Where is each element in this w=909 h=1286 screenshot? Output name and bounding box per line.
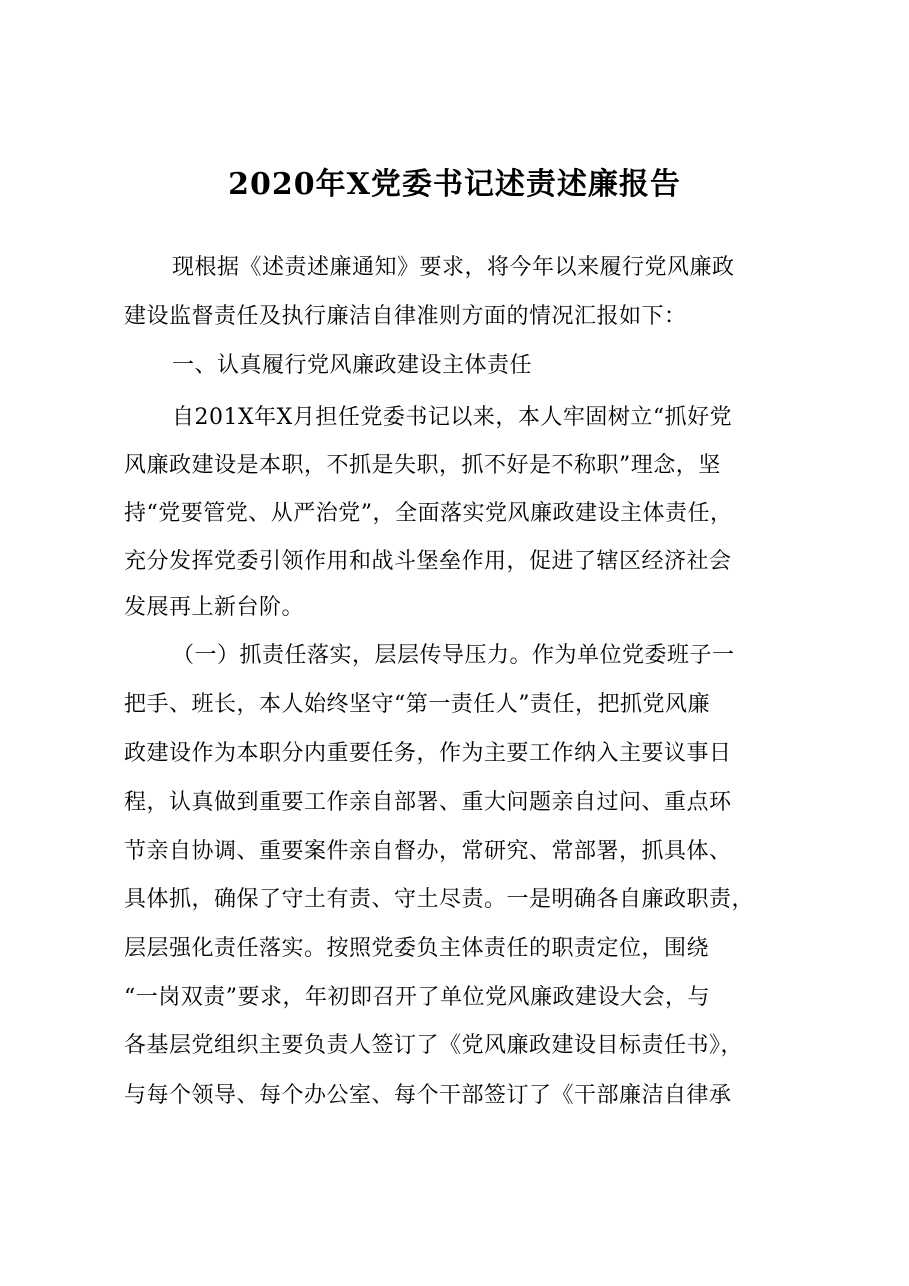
paragraph-line: 把手、班长，本人始终坚守“第一责任人”责任，把抓党风廉 [124,692,710,717]
paragraph-line: 具体抓，确保了守土有责、守土尽责。一是明确各自廉政职责， [124,887,755,912]
paragraph-line: 政建设作为本职分内重要任务，作为主要工作纳入主要议事日 [124,741,732,766]
paragraph-line: “一岗双责”要求，年初即召开了单位党风廉政建设大会，与 [124,985,710,1010]
paragraph-line: 与每个领导、每个办公室、每个干部签订了《干部廉洁自律承 [124,1083,732,1108]
paragraph-line: 自201X年X月担任党委书记以来，本人牢固树立“抓好党 [172,405,733,430]
paragraph-line: 层层强化责任落实。按照党委负主体责任的职责定位，围绕 [124,936,710,961]
paragraph-line: 建设监督责任及执行廉洁自律准则方面的情况汇报如下： [124,304,687,329]
document-title: 2020年X党委书记述责述廉报告 [228,167,681,202]
paragraph-line: 程，认真做到重要工作亲自部署、重大问题亲自过问、重点环 [124,790,732,815]
paragraph-line: （一）抓责任落实，层层传导压力。作为单位党委班子一 [172,643,735,668]
paragraph-line: 节亲自协调、重要案件亲自督办，常研究、常部署，抓具体、 [124,839,732,864]
section-heading: 一、认真履行党风廉政建设主体责任 [172,353,533,378]
paragraph-line: 充分发挥党委引领作用和战斗堡垒作用，促进了辖区经济社会 [124,549,732,574]
paragraph-line: 风廉政建设是本职，不抓是失职，抓不好是不称职”理念，坚 [124,453,721,478]
paragraph-line: 持“党要管党、从严治党”，全面落实党风廉政建设主体责任， [124,501,733,526]
paragraph-line: 各基层党组织主要负责人签订了《党风廉政建设目标责任书》， [124,1033,744,1058]
paragraph-line: 发展再上新台阶。 [124,595,305,620]
paragraph-line: 现根据《述责述廉通知》要求，将今年以来履行党风廉政 [172,255,735,280]
